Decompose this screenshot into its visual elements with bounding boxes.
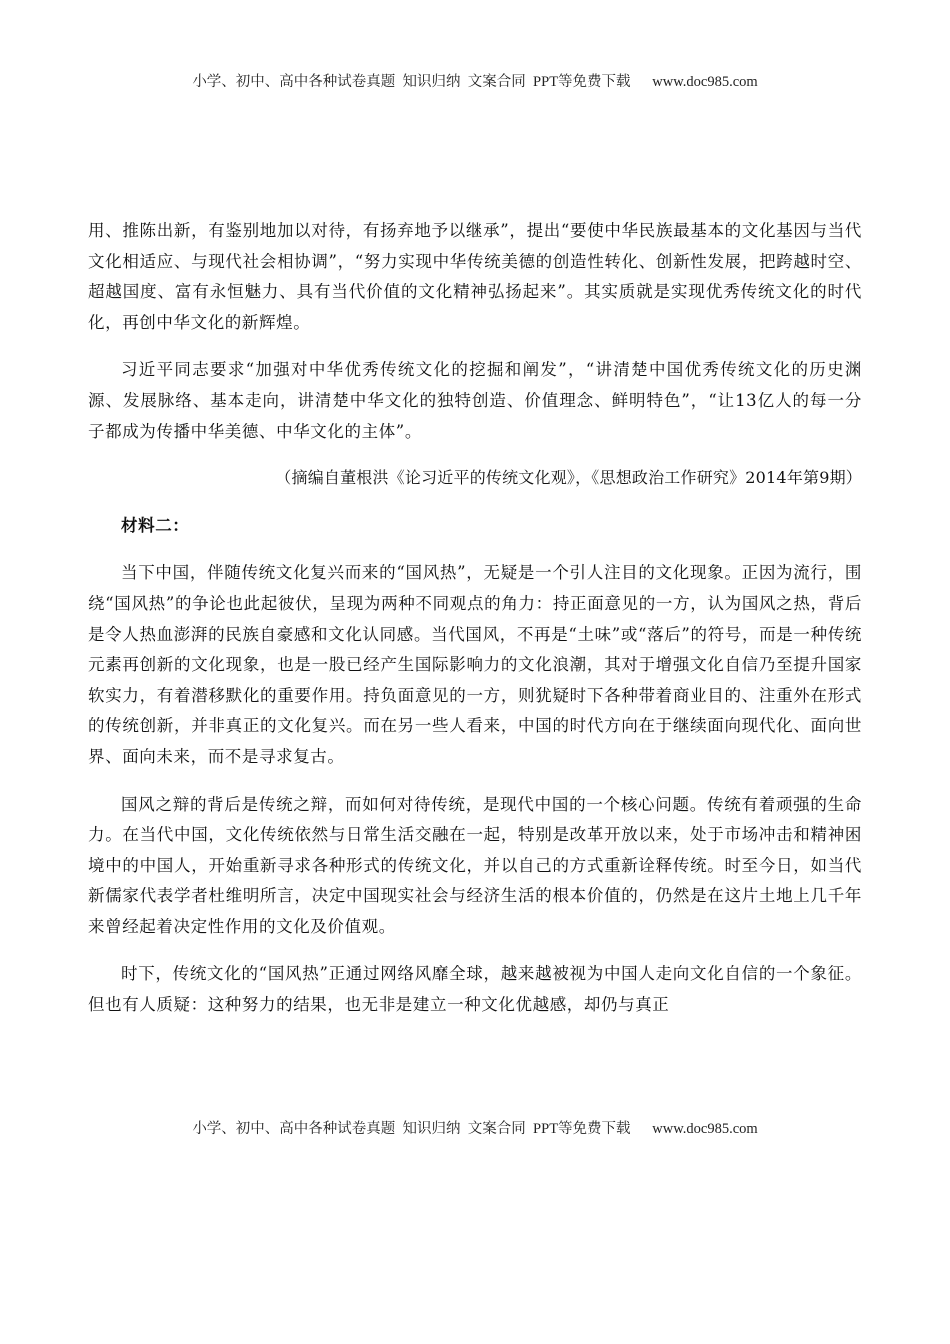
page-header: 小学、初中、高中各种试卷真题 知识归纳 文案合同 PPT等免费下载 www.doc985.com <box>192 74 758 90</box>
material-two-heading: 材料二： <box>121 515 190 535</box>
paragraph-continuation: 用、推陈出新，有鉴别地加以对待，有扬弃地予以继承”，提出“要使中华民族最基本的文化基因与当代文化相适应、与现代社会相协调”，“努力实现中华传统美德的创造性转化、创新性发展，把跨越时空、超越国度、富有永恒魅力、具有当代价值的文化精神弘扬起来”。其实质就是实现优秀传统文化的时代化，再创中华文化的新辉煌。 <box>88 221 862 332</box>
material-two-paragraph: 当下中国，伴随传统文化复兴而来的“国风热”，无疑是一个引人注目的文化现象。正因为流行，围绕“国风热”的争论也此起彼伏，呈现为两种不同观点的角力：持正面意见的一方，认为国风之热，背后是令人热血澎湃的民族自豪感和文化认同感。当代国风，不再是“土味”或“落后”的符号，而是一种传统元素再创新的文化现象，也是一股已经产生国际影响力的文化浪潮，其对于增强文化自信乃至提升国家软实力，有着潜移默化的重要作用。持负面意见的一方，则犹疑时下各种带着商业目的、注重外在形式的传统创新，并非真正的文化复兴。而在另一些人看来，中国的时代方向在于继续面向现代化、面向世界、面向未来，而不是寻求复古。 <box>88 563 862 766</box>
material-two-paragraph: 时下，传统文化的“国风热”正通过网络风靡全球，越来越被视为中国人走向文化自信的一个象征。但也有人质疑：这种努力的结果，也无非是建立一种文化优越感，却仍与真正 <box>88 964 862 1015</box>
paragraph-xi-requirements: 习近平同志要求“加强对中华优秀传统文化的挖掘和阐发”，“讲清楚中国优秀传统文化的历史渊源、发展脉络、基本走向，讲清楚中华文化的独特创造、价值理念、鲜明特色”，“让13亿人的每一分子都成为传播中华美德、中华文化的主体”。 <box>88 360 862 441</box>
source-citation: （摘编自董根洪《论习近平的传统文化观》，《思想政治工作研究》2014年第9期） <box>275 468 862 488</box>
material-two-paragraph: 国风之辩的背后是传统之辩，而如何对待传统，是现代中国的一个核心问题。传统有着顽强的生命力。在当代中国，文化传统依然与日常生活交融在一起，特别是改革开放以来，处于市场冲击和精神困境中的中国人，开始重新寻求各种形式的传统文化，并以自己的方式重新诠释传统。时至今日，如当代新儒家代表学者杜维明所言，决定中国现实社会与经济生活的根本价值的，仍然是在这片土地上几千年来曾经起着决定性作用的文化及价值观。 <box>88 794 862 936</box>
document-body <box>88 216 862 1021</box>
page-footer: 小学、初中、高中各种试卷真题 知识归纳 文案合同 PPT等免费下载 www.doc985.com <box>192 1121 758 1137</box>
